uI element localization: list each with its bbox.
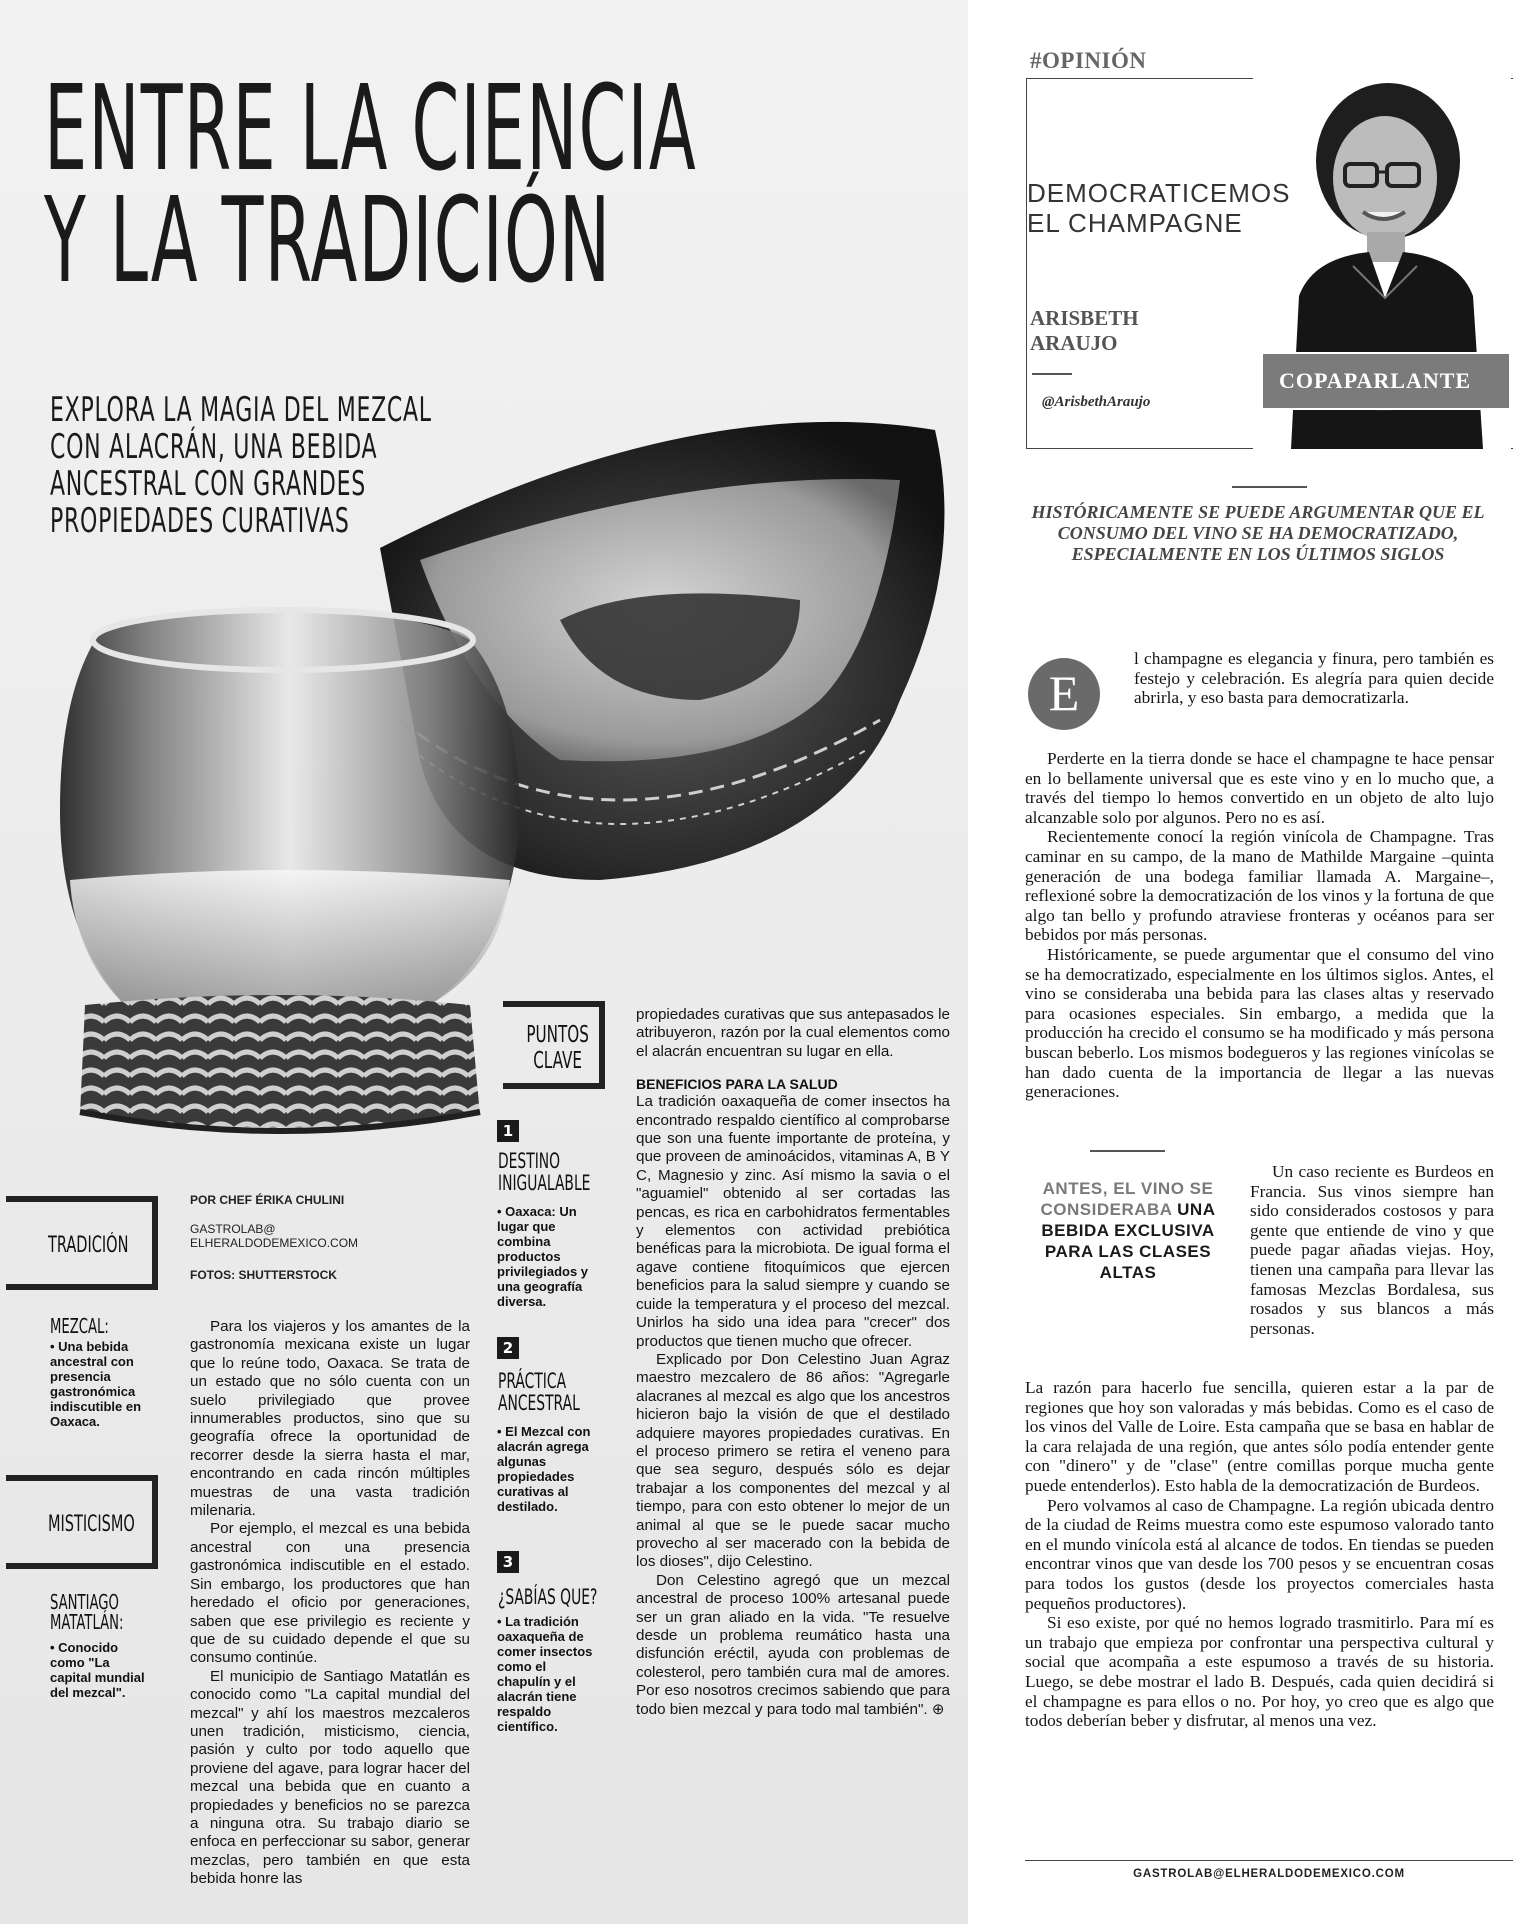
key-point-text-2: • El Mezcal con alacrán agrega algunas propiedades curativas al destilado.	[497, 1424, 591, 1514]
kicker-line-3: ANCESTRAL CON GRANDES	[50, 464, 366, 504]
kicker-line-1: EXPLORA LA MAGIA DEL MEZCAL	[50, 390, 432, 430]
article-paragraph: Por ejemplo, el mezcal es una bebida ancestral con una presencia gastronómica indiscutible en el estado. Sin embargo, los productores que han heredado el oficio por generaciones, saben que ese privilegio es reciente y que de su cuidado depende el que su consumo continúe.	[190, 1520, 470, 1667]
author-divider	[1032, 373, 1072, 375]
article-title-line-1: ENTRE LA CIENCIA	[44, 59, 697, 197]
pull-quote-grey: ANTES, EL VINO SE CONSIDERABA	[1040, 1179, 1214, 1219]
footer-divider	[1025, 1860, 1513, 1861]
article-title-line-2: Y LA TRADICIÓN	[44, 171, 612, 309]
article-column-1	[190, 1318, 470, 1889]
key-point-title-2-line-2: ANCESTRAL	[498, 1391, 580, 1415]
byline-email-line-2: ELHERALDODEMEXICO.COM	[190, 1236, 359, 1250]
article-paragraph: La tradición oaxaqueña de comer insectos ha encontrado respaldo científico al comprobarse que son una fuente importante de proteína, y que proveen de aminoácidos, vitaminas A, B Y C, Magnesio y zinc. Así mismo la savia o el "aguamiel" obtenido al ser cortadas las pencas, es rica en carbohidratos fermentables y elementos con actividad prebiótica benéficas para la microbiota. De igual forma el agave contiene fitoquímicos que ejercen beneficios para la salud siempre y cuando se cuide la temperatura y el proceso del mezcal. Unirlos ha sido una idea para "crecer" dos productos que tienen mucho que ofrecer.	[636, 1093, 950, 1350]
article-paragraph: El municipio de Santiago Matatlán es conocido como "La capital mundial del mezcal" y ahí los maestros mezcaleros unen tradición, misticismo, ciencia, pasión y culto por todo aquello que proviene del agave, para lograr hacer del mezcal una bebida que en cuanto a propiedades y beneficios no se parezca a ninguna otra. Su trabajo diario se enfoca en perfeccionar su sabor, generar mezclas, pero también en que esta bebida honre las	[190, 1667, 470, 1888]
sidebar-matatlan-title	[50, 1592, 124, 1632]
opinion-paragraph: Perderte en la tierra donde se hace el champagne te hace pensar en lo bellamente universal que es este vino y en lo mucho que, a través del tiempo lo hemos convertido en un objeto de alto lujo alcanzable solo por algunos. Pero no es así.	[1025, 749, 1494, 827]
end-mark-icon: ⊕	[931, 1700, 945, 1718]
footer-email: GASTROLAB@ELHERALDODEMEXICO.COM	[1133, 1868, 1405, 1880]
pull-quote-black: UNA BEBIDA EXCLUSIVA PARA LAS CLASES ALTAS	[1041, 1200, 1216, 1282]
misticismo-tag: MISTICISMO	[48, 1512, 135, 1537]
article-title	[44, 59, 697, 309]
dropcap-badge	[1028, 658, 1100, 730]
key-points-heading-line-1: PUNTOS	[526, 1022, 589, 1048]
opinion-paragraph: Un caso reciente es Burdeos en Francia. Sus vinos siempre han sido considerados costosos y para gente que entiende de vino y que puede pagar añadas viejas. Hoy, tienen una campaña para llevar las famosas Mezclas Bordalesa, sus rosados y sus blancos a más personas.	[1250, 1162, 1494, 1338]
key-point-title-1-line-2: INIGUALABLE	[498, 1171, 591, 1195]
key-point-number-1: 1	[497, 1120, 519, 1142]
sidebar-matatlan-text: • Conocido como "La capital mundial del mezcal".	[50, 1640, 145, 1700]
key-point-title-2-line-1: PRÁCTICA	[498, 1369, 567, 1393]
article-column-2	[636, 1006, 950, 1719]
author-name	[1030, 306, 1139, 356]
byline-photo-credit: FOTOS: SHUTTERSTOCK	[190, 1268, 337, 1282]
sidebar-matatlan-title-line-2: MATATLÁN:	[50, 1610, 124, 1634]
opinion-body-top	[1025, 749, 1494, 1102]
key-point-title-1	[498, 1150, 590, 1194]
health-benefits-subhead: BENEFICIOS PARA LA SALUD	[636, 1076, 838, 1093]
key-point-title-1-line-1: DESTINO	[498, 1149, 561, 1173]
article-paragraph: propiedades curativas que sus antepasados le atribuyeron, razón por la cual elementos como el alacrán encuentran su lugar en ella.	[636, 1006, 950, 1060]
opinion-body-bottom	[1025, 1378, 1494, 1731]
section-tag: #OPINIÓN	[1030, 48, 1147, 73]
opinion-paragraph: Si eso existe, por qué no hemos logrado trasmitirlo. Para mí es un trabajo que empieza por confrontar una perspectiva cultural y social que acompaña a este espumoso a través de su historia. Luego, se debe mostrar el lado B. Después, cada quien decidirá si el champagne es para ellos o no. Por hoy, yo creo que es algo que todos deberían beber y disfrutar, al menos una vez.	[1025, 1613, 1494, 1731]
byline-email-line-1: GASTROLAB@	[190, 1222, 276, 1236]
key-point-text-1: • Oaxaca: Un lugar que combina productos privilegiados y una geografía diversa.	[497, 1204, 589, 1309]
opinion-paragraph: La razón para hacerlo fue sencilla, quieren estar a la par de regiones que hoy son valoradas y más bebidas. Como es el caso de los vinos del Valle de Loire. Esta campaña que se basa en hablar de la cara relajada de una región, que antes sólo podía entender gente con "dinero" y de "clase" (entre comillas porque mucha gente puede entenderlos). Esto habla de la democratización de Burdeos.	[1025, 1378, 1494, 1495]
article-paragraph: Para los viajeros y los amantes de la gastronomía mexicana existe un lugar que lo reúne todo, Oaxaca. Se trata de un estado que no sólo cuenta con un suelo privilegiado que provee innumerables productos, sino que su geografía ofrece la oportunidad de recorrer desde la sierra hasta el mar, encontrando en cada rincón múltiples muestras de una vasta tradición milenaria.	[190, 1318, 470, 1520]
key-point-title-2	[498, 1370, 580, 1414]
column-title-line-2: EL CHAMPAGNE	[1027, 208, 1243, 238]
dropcap-letter: E	[1048, 665, 1080, 721]
column-title-line-1: DEMOCRATICEMOS	[1027, 178, 1291, 208]
opinion-paragraph: Históricamente, se puede argumentar que el consumo del vino se ha democratizado, especialmente en los últimos siglos. Antes, el vino se consideraba una bebida para las clases altas y reservado para ocasiones especiales. Sin embargo, a medida que la producción ha crecido el consumo se ha modificado y más persona buscan beberlo. Los mismos bodegueros y las regiones vinícolas se han dado cuenta de la importancia de llegar a las nuevas generaciones.	[1025, 944, 1494, 1102]
kicker-line-2: CON ALACRÁN, UNA BEBIDA	[50, 427, 378, 467]
opinion-paragraph: Pero volvamos al caso de Champagne. La región ubicada dentro de la ciudad de Reims muestra como este espumoso valorado tanto en el mundo vinícola está al alcance de todos. En tiendas se pueden encontrar vinos que van desde los 700 pesos y se encuentran cosas para todos los gustos (desde los proyectos comerciales hasta pequeños productores).	[1025, 1495, 1494, 1613]
pull-quote-top-rule	[1090, 1150, 1165, 1152]
dropcap-letter-icon	[1028, 658, 1100, 730]
opinion-paragraph: Recientemente conocí la región vinícola de Champagne. Tras caminar en su campo, de la mano de Mathilde Margaine –quinta generación de una bodega familiar llamada A. Margaine–, reflexioné sobre la democratización de los vinos y la fortuna de que algo tan bello y profundo atraviese fronteras y océanos para ser bebidos por más personas.	[1025, 827, 1494, 945]
sidebar-mezcal-title: MEZCAL:	[50, 1314, 109, 1338]
sidebar-matatlan-title-line-1: SANTIAGO	[50, 1590, 119, 1614]
article-paragraph	[636, 1572, 950, 1719]
author-handle: @ArisbethAraujo	[1042, 394, 1151, 410]
key-point-title-3: ¿SABÍAS QUE?	[498, 1585, 598, 1609]
article-paragraph-text: Don Celestino agregó que un mezcal ancestral de proceso 100% artesanal puede ser un gran aliado en la vida. "Te resuelve desde un problema reumático hasta una disfunción eréctil, ayuda con problemas de colesterol, pero también cura mal de amores. Por eso nosotros crecimos sabiendo que para todo bien mezcal y para todo mal también".	[636, 1571, 950, 1718]
column-name: COPAPARLANTE	[1279, 368, 1472, 393]
article-paragraph: Explicado por Don Celestino Juan Agraz maestro mezcalero de 86 años: "Agregarle alacranes al mezcal es algo que los ancestros hicieron bajo la visión de que el destilado adquiere mayores propiedades curativas. En el proceso primero se retira el veneno para que sea seguro, después sólo es dejar trabajar a los componentes del mezcal y al tiempo, para con esto obtener lo mejor de un animal al que se le puede sacar mucho provecho al ser macerado con la bebida de los dioses", dijo Celestino.	[636, 1350, 950, 1571]
opinion-narrow-column	[1250, 1162, 1494, 1338]
kicker-line-4: PROPIEDADES CURATIVAS	[50, 501, 350, 541]
byline-author: POR CHEF ÉRIKA CHULINI	[190, 1193, 345, 1207]
opinion-paragraph: l champagne es elegancia y finura, pero también es festejo y celebración. Es alegría para quien decide abrirla, y eso basta para democratizarla.	[1134, 649, 1494, 708]
opinion-intro-paragraph	[1134, 649, 1494, 708]
key-point-number-2: 2	[497, 1337, 519, 1359]
pull-quote	[1028, 1178, 1228, 1283]
key-points-heading	[518, 1022, 597, 1074]
key-point-text-3: • La tradición oaxaqueña de comer insectos como el chapulín y el alacrán tiene respaldo científico.	[497, 1614, 593, 1734]
article-kicker	[50, 392, 432, 540]
author-name-line-1: ARISBETH	[1030, 306, 1139, 330]
key-point-number-3: 3	[497, 1551, 519, 1573]
opinion-lead: HISTÓRICAMENTE SE PUEDE ARGUMENTAR QUE EL CONSUMO DEL VINO SE HA DEMOCRATIZADO, ESPECIALMENTE EN LOS ÚLTIMOS SIGLOS	[1031, 502, 1485, 564]
sidebar-mezcal-text: • Una bebida ancestral con presencia gastronómica indiscutible en Oaxaca.	[50, 1339, 142, 1429]
tradicion-tag: TRADICIÓN	[48, 1233, 129, 1258]
column-title	[1027, 178, 1290, 238]
lead-divider	[1232, 486, 1307, 488]
key-points-heading-line-2: CLAVE	[533, 1048, 582, 1074]
author-name-line-2: ARAUJO	[1030, 331, 1118, 355]
